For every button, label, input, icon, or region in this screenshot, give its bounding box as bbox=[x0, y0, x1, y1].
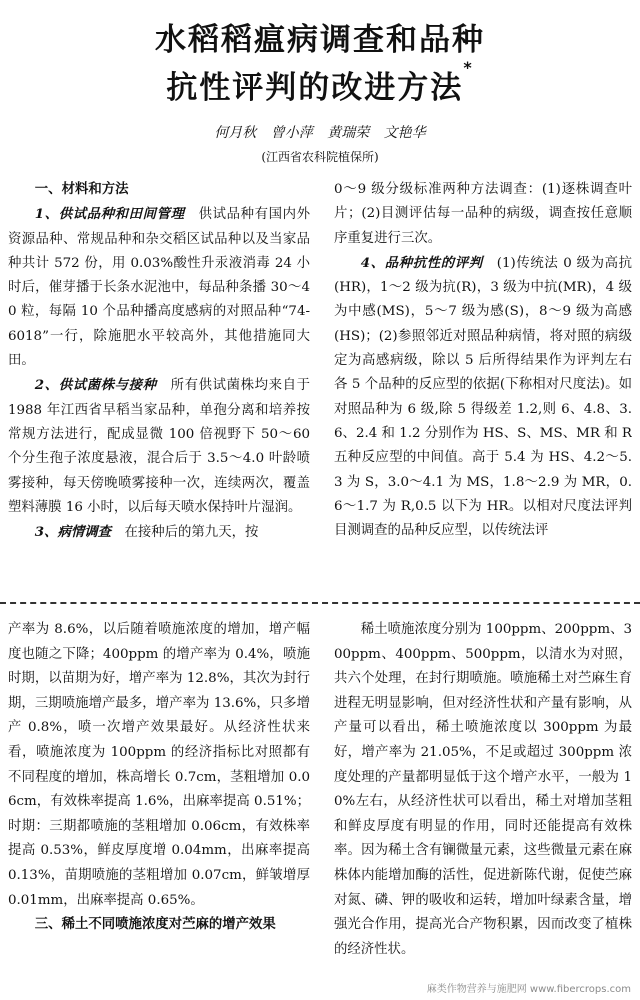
title-line-2 bbox=[0, 58, 640, 107]
subsection-title: 4、品种抗性的评判 bbox=[360, 254, 483, 271]
section-heading-text: 三、稀土不同喷施浓度对苎麻的增产效果 bbox=[34, 917, 276, 933]
subsection-title: 1、供试品种和田间管理 bbox=[34, 206, 185, 223]
paragraph-text: 供试品种有国内外资源品种、常规品种和杂交稻区试品种以及当家品种共计 572 份，用 0.03%酸性升汞液消毒 24 小时后，催芽播于长条水泥池中，每品种条播 30～40 粒，每隔 10 个品种播高度感病的对照品种“74-6018”一行，除施肥水平较高外，其他措施同大田。 bbox=[8, 207, 310, 369]
bottom-column-right bbox=[334, 618, 632, 998]
paragraph-text: (1)传统法 0 级为高抗(HR)，1～2 级为抗(R)，3 级为中抗(MR)，4 级为中感(MS)，5～7 级为感(S)，8～9 级为高感(HS)；(2)参照邻近对照品种病情，将对照的病级定为高感病级，除以 5 后所得结果作为评判左右各 5 个品种的反应型的依据(下称相对尺度法)。如对照品种为 6 级,除 5 得级差 1.2,则 6、4.8、3.6、2.4 和 1.2 分别作为 HS、S、MS、MR 和 R 五种反应型的中间值。高于 5.4 为 HS、4.2～5.3 为 S，3.0～4.1 为 MS，1.8～2.9 为 MR，0.6～1.7 为 R,0.5 以下为 HR。以相对尺度法评判目测调查的品种反应型，以传统法评 bbox=[334, 255, 632, 539]
section-heading bbox=[8, 178, 310, 202]
subsection-title: 3、病情调查 bbox=[34, 524, 112, 541]
section-heading bbox=[8, 913, 310, 938]
paragraph-text: 产率为 8.6%，以后随着喷施浓度的增加，增产幅度也随之下降；400ppm 的增产率为 0.4%，喷施时期，以苗期为好，增产率为 12.8%，其次为封行期，三期喷施增产最多，增产率为 13.6%，只多增产 0.8%，喷一次增产效果最好。从经济性状来看，喷施浓度为 100ppm 的经济指标比对照都有不同程度的增加，株高增长 0.7cm，茎粗增加 0.06cm，有效株率提高 1.6%，出麻率提高 0.51%；时期：三期都喷施的茎粗增加 0.06cm，有效株率提高 0.53%，鲜皮厚度增 0.04mm，出麻率提高 0.13%，苗期喷施的茎粗增加 0.07cm，鲜皱增厚 0.01mm，出麻率提高 0.65%。 bbox=[8, 622, 310, 908]
section-heading-text: 一、材料和方法 bbox=[34, 182, 129, 197]
site-watermark: 麻类作物营养与施肥网 www.fibercrops.com bbox=[424, 979, 634, 996]
paragraph-text: 所有供试菌株均来自于 1988 年江西省早稻当家品种，单孢分离和培养按常规方法进行，配成显微 100 倍视野下 50～60 个分生孢子浓度悬液，混合后于 3.5～4.0 叶龄喷雾接种，每天傍晚喷雾接种一次，连续两次，覆盖塑料薄膜 16 小时，以后每天喷水保持叶片湿润。 bbox=[8, 378, 310, 515]
subsection-title: 2、供试菌株与接种 bbox=[34, 377, 157, 394]
footnote-mark: * bbox=[463, 58, 474, 77]
bottom-column-left bbox=[8, 618, 310, 998]
paragraph bbox=[8, 373, 310, 520]
paragraph bbox=[334, 251, 632, 544]
authors: 何月秋 曾小萍 黄瑞荣 文艳华 bbox=[214, 125, 426, 141]
title-line-1-text: 水稻稻瘟病调查和品种 bbox=[155, 22, 485, 58]
paragraph-text: 0～9 级分级标准两种方法调查：(1)逐株调查叶片；(2)目测评估每一品种的病级，调查按任意顺序重复进行三次。 bbox=[334, 182, 632, 246]
paragraph bbox=[334, 618, 632, 962]
title-line-2-text: 抗性评判的改进方法 bbox=[166, 70, 464, 106]
paragraph bbox=[8, 618, 310, 913]
affiliation: (江西省农科院植保所) bbox=[261, 150, 379, 164]
top-column-left bbox=[8, 178, 310, 578]
title-line-1 bbox=[0, 14, 640, 59]
top-column-right bbox=[334, 178, 632, 578]
paragraph bbox=[8, 520, 310, 545]
paragraph bbox=[8, 202, 310, 373]
section-divider bbox=[0, 602, 640, 604]
paragraph-text: 在接种后的第九天，按 bbox=[111, 525, 259, 541]
paragraph-text: 稀土喷施浓度分别为 100ppm、200ppm、300ppm、400ppm、500ppm，以清水为对照，共六个处理，在封行期喷施。喷施稀土对苎麻生育进程无明显影响，但对经济性状和产量有影响，从产量可以看出，稀土喷施浓度以 300ppm 为最好，增产率为 21.05%，不足或超过 300ppm 浓度处理的产量都明显低于这个增产水平，一般为 10%左右，从经济性状可以看出，稀土对增加茎粗和鲜皮厚度有明显的作用，同时还能提高有效株率。因为稀土含有镧微量元素，这些微量元素在麻株体内能增加酶的活性，促进新陈代谢，促使苎麻对氮、磷、钾的吸收和运转，增加叶绿素含量，增强光合作用，提高光合产物积累，因而改变了植株的经济性状。 bbox=[334, 622, 632, 957]
paragraph bbox=[334, 178, 632, 251]
